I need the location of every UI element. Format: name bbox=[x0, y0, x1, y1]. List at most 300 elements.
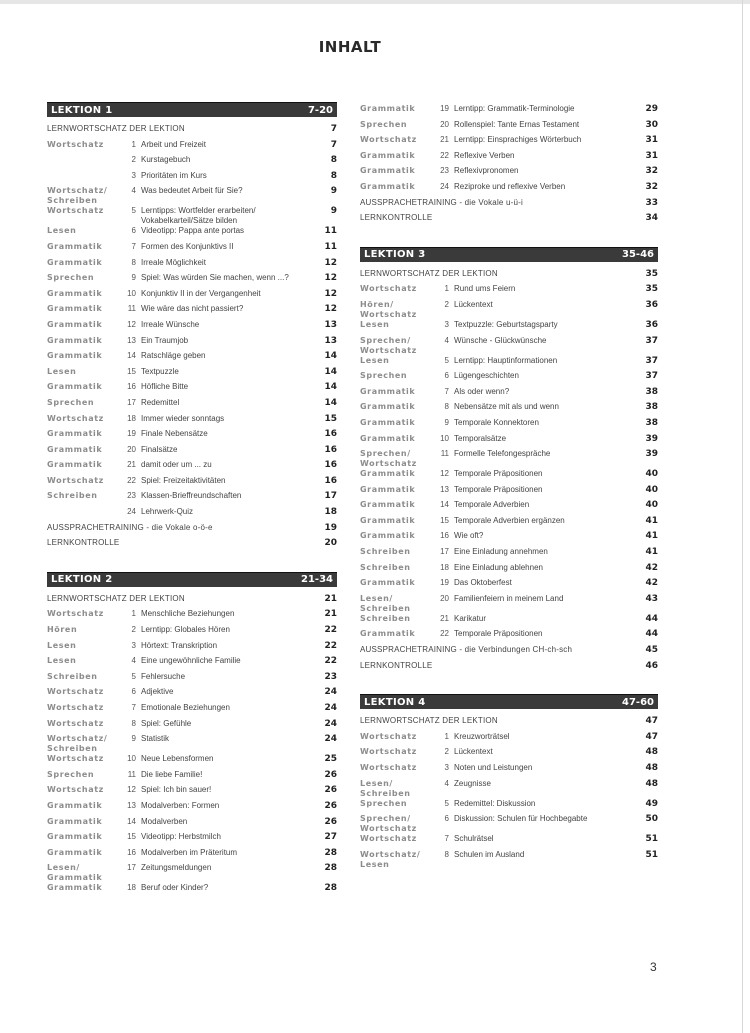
toc-entry[interactable] bbox=[47, 320, 337, 336]
toc-entry[interactable] bbox=[47, 594, 337, 610]
entry-number: 11 bbox=[127, 304, 136, 314]
toc-entry[interactable] bbox=[360, 716, 658, 732]
toc-entry[interactable] bbox=[47, 719, 337, 735]
toc-entry[interactable] bbox=[47, 155, 337, 171]
entry-category: Grammatik bbox=[360, 417, 416, 427]
toc-entry[interactable] bbox=[360, 151, 658, 167]
toc-column-right bbox=[360, 104, 658, 888]
entry-category: Wortschatz bbox=[47, 703, 104, 712]
entry-page: 14 bbox=[324, 351, 337, 362]
toc-entry[interactable] bbox=[360, 300, 658, 320]
entry-category: Lesen/ Schreiben bbox=[360, 593, 411, 613]
entry-number: 4 bbox=[131, 656, 136, 666]
entry-page: 51 bbox=[645, 849, 658, 860]
entry-number: 3 bbox=[131, 640, 136, 650]
entry-text: Höfliche Bitte bbox=[141, 382, 189, 392]
entry-number: 8 bbox=[444, 849, 449, 859]
entry-text: Wie wäre das nicht passiert? bbox=[141, 304, 244, 314]
entry-page: 22 bbox=[324, 656, 337, 667]
entry-number: 4 bbox=[131, 186, 136, 196]
toc-entry[interactable] bbox=[47, 641, 337, 657]
toc-entry[interactable] bbox=[360, 779, 658, 799]
entry-text: LERNKONTROLLE bbox=[47, 538, 120, 548]
toc-entry[interactable] bbox=[47, 801, 337, 817]
entry-number: 7 bbox=[131, 241, 136, 251]
entry-number: 22 bbox=[127, 475, 136, 485]
entry-text: Lückentext bbox=[454, 747, 493, 757]
entry-page: 35 bbox=[645, 284, 658, 295]
entry-category: Grammatik bbox=[47, 335, 103, 345]
entry-number: 16 bbox=[440, 531, 449, 541]
entry-category: Wortschatz bbox=[47, 413, 104, 423]
entry-category: Grammatik bbox=[47, 444, 103, 454]
entry-text: Videotipp: Herbstmilch bbox=[141, 832, 221, 842]
toc-entry[interactable] bbox=[47, 226, 337, 242]
toc-entry[interactable] bbox=[360, 732, 658, 748]
entry-text: AUSSPRACHETRAINING - die Vokale u-ü-i bbox=[360, 197, 524, 207]
entry-text: Adjektive bbox=[141, 687, 174, 697]
entry-category: Wortschatz bbox=[47, 754, 104, 764]
toc-entry[interactable] bbox=[47, 140, 337, 156]
entry-page: 32 bbox=[645, 181, 658, 192]
entry-page: 13 bbox=[324, 319, 337, 330]
lektion-page-range: 35-46 bbox=[622, 249, 654, 261]
entry-text: Ratschläge geben bbox=[141, 351, 206, 361]
entry-page: 27 bbox=[324, 832, 337, 843]
entry-page: 12 bbox=[324, 304, 337, 315]
entry-page: 26 bbox=[324, 769, 337, 780]
entry-page: 31 bbox=[645, 150, 658, 161]
entry-text: Temporale Adverbien ergänzen bbox=[454, 515, 565, 525]
entry-category: Lesen bbox=[47, 366, 77, 376]
lektion-title: LEKTION 4 bbox=[364, 696, 426, 708]
entry-category: Grammatik bbox=[360, 166, 416, 176]
entry-category: Wortschatz bbox=[47, 687, 104, 697]
entry-category: Wortschatz bbox=[360, 747, 417, 757]
toc-entry[interactable] bbox=[360, 485, 658, 501]
entry-number: 9 bbox=[444, 417, 449, 427]
toc-section bbox=[360, 694, 658, 870]
entry-number: 1 bbox=[131, 139, 136, 149]
entry-text: Schulen im Ausland bbox=[454, 849, 525, 859]
toc-entry[interactable] bbox=[360, 661, 658, 677]
toc-entry[interactable] bbox=[47, 538, 337, 554]
entry-page: 42 bbox=[645, 578, 658, 589]
entry-number: 4 bbox=[444, 335, 449, 345]
entry-page: 8 bbox=[330, 170, 337, 181]
entry-number: 17 bbox=[127, 863, 136, 873]
toc-entry[interactable] bbox=[360, 402, 658, 418]
toc-entry[interactable] bbox=[47, 289, 337, 305]
entry-page: 39 bbox=[645, 449, 658, 460]
toc-entry[interactable] bbox=[47, 367, 337, 383]
entry-page: 45 bbox=[645, 645, 658, 656]
toc-entry[interactable] bbox=[47, 171, 337, 187]
entry-text: Lügengeschichten bbox=[454, 371, 519, 381]
entry-text: Reziproke und reflexive Verben bbox=[454, 181, 566, 191]
entry-number: 2 bbox=[131, 155, 136, 165]
entry-number: 10 bbox=[440, 433, 449, 443]
entry-category: Wortschatz/ Schreiben bbox=[47, 734, 108, 754]
toc-entry[interactable] bbox=[47, 336, 337, 352]
page-title: INHALT bbox=[318, 38, 382, 56]
entry-number: 21 bbox=[440, 613, 449, 623]
toc-entry[interactable] bbox=[47, 785, 337, 801]
entry-text: Rund ums Feiern bbox=[454, 284, 516, 294]
entry-text: AUSSPRACHETRAINING - die Vokale o-ö-e bbox=[47, 522, 213, 532]
entry-category: Wortschatz bbox=[360, 731, 417, 741]
entry-number: 14 bbox=[440, 500, 449, 510]
toc-entry[interactable] bbox=[360, 198, 658, 214]
toc-entry[interactable] bbox=[47, 672, 337, 688]
toc-entry[interactable] bbox=[47, 206, 337, 226]
entry-number: 13 bbox=[127, 800, 136, 810]
toc-entry[interactable] bbox=[47, 734, 337, 754]
entry-text: Als oder wenn? bbox=[454, 386, 510, 396]
entry-text: Textpuzzle: Geburtstagsparty bbox=[454, 319, 558, 329]
toc-entry[interactable] bbox=[360, 135, 658, 151]
toc-entry[interactable] bbox=[360, 834, 658, 850]
entry-page: 47 bbox=[645, 731, 658, 742]
toc-entry[interactable] bbox=[47, 817, 337, 833]
toc-entry[interactable] bbox=[47, 625, 337, 641]
toc-entry[interactable] bbox=[360, 182, 658, 198]
entry-text: Eine Einladung ablehnen bbox=[454, 562, 543, 572]
toc-entry[interactable] bbox=[47, 414, 337, 430]
toc-entry[interactable] bbox=[360, 469, 658, 485]
entry-page: 35 bbox=[645, 268, 658, 279]
entry-text: Spiel: Was würden Sie machen, wenn ...? bbox=[141, 273, 289, 283]
toc-entry[interactable] bbox=[360, 213, 658, 229]
entry-category: Grammatik bbox=[47, 832, 103, 842]
toc-entry[interactable] bbox=[360, 594, 658, 614]
entry-page: 36 bbox=[645, 299, 658, 310]
toc-entry[interactable] bbox=[360, 320, 658, 336]
toc-entry[interactable] bbox=[360, 166, 658, 182]
entry-category: Schreiben bbox=[47, 491, 98, 501]
toc-section bbox=[47, 102, 337, 554]
entry-category: Grammatik bbox=[360, 181, 416, 191]
entry-page: 42 bbox=[645, 562, 658, 573]
entry-number: 1 bbox=[131, 609, 136, 619]
entry-number: 18 bbox=[440, 562, 449, 572]
entry-page: 37 bbox=[645, 335, 658, 346]
lektion-header bbox=[47, 572, 337, 587]
toc-entry[interactable] bbox=[360, 284, 658, 300]
page-edge-line bbox=[742, 0, 743, 1033]
entry-text: Reflexive Verben bbox=[454, 150, 515, 160]
entry-category: Grammatik bbox=[360, 433, 416, 443]
entry-category: Lesen bbox=[47, 640, 77, 650]
entry-page: 28 bbox=[324, 883, 337, 894]
entry-category: Wortschatz bbox=[47, 718, 104, 728]
entry-page: 16 bbox=[324, 444, 337, 455]
entry-number: 18 bbox=[127, 413, 136, 423]
entry-text: Kreuzworträtsel bbox=[454, 731, 510, 741]
entry-page: 28 bbox=[324, 863, 337, 874]
entry-category: Grammatik bbox=[360, 500, 416, 510]
entry-category: Sprechen bbox=[47, 397, 95, 407]
toc-entry[interactable] bbox=[360, 516, 658, 532]
entry-page: 7 bbox=[330, 124, 337, 134]
toc-entry[interactable] bbox=[360, 563, 658, 579]
entry-number: 3 bbox=[131, 170, 136, 180]
entry-category: Grammatik bbox=[360, 515, 416, 525]
entry-text: Lehrwerk-Quiz bbox=[141, 507, 194, 517]
entry-category: Sprechen bbox=[360, 119, 408, 129]
entry-text: Temporale Präpositionen bbox=[454, 484, 543, 494]
entry-page: 24 bbox=[324, 718, 337, 729]
lektion-page-range: 47-60 bbox=[622, 696, 654, 708]
toc-entry[interactable] bbox=[47, 382, 337, 398]
entry-category: Grammatik bbox=[360, 469, 416, 479]
entry-page: 11 bbox=[324, 241, 337, 252]
toc-entry[interactable] bbox=[360, 629, 658, 645]
toc-entry[interactable] bbox=[360, 763, 658, 779]
entry-category: Grammatik bbox=[47, 241, 103, 251]
toc-entry[interactable] bbox=[47, 242, 337, 258]
lektion-page-range: 21-34 bbox=[301, 574, 333, 586]
toc-entry[interactable] bbox=[360, 120, 658, 136]
entry-category: Grammatik bbox=[47, 288, 103, 298]
entry-page: 48 bbox=[645, 763, 658, 773]
toc-entry[interactable] bbox=[360, 269, 658, 285]
entry-text: Fehlersuche bbox=[141, 671, 186, 681]
toc-entry[interactable] bbox=[47, 445, 337, 461]
toc-entry[interactable] bbox=[360, 578, 658, 594]
entry-number: 6 bbox=[444, 814, 449, 824]
entry-number: 20 bbox=[440, 119, 449, 129]
entry-number: 4 bbox=[444, 778, 449, 788]
lektion-title: LEKTION 3 bbox=[364, 249, 426, 261]
entry-page: 16 bbox=[324, 460, 337, 471]
entry-category: Sprechen bbox=[47, 769, 95, 779]
entry-page: 41 bbox=[645, 547, 658, 558]
entry-category: Grammatik bbox=[47, 816, 103, 826]
entry-number: 19 bbox=[127, 429, 136, 439]
toc-section bbox=[360, 247, 658, 676]
entry-text: Das Oktoberfest bbox=[454, 578, 512, 588]
entry-text: Textpuzzle bbox=[141, 366, 179, 376]
entry-category: Schreiben bbox=[47, 671, 98, 681]
entry-page: 28 bbox=[324, 847, 337, 858]
entry-text: damit oder um ... zu bbox=[141, 460, 212, 470]
entry-category: Grammatik bbox=[47, 883, 103, 893]
entry-category: Lesen/ Schreiben bbox=[360, 778, 411, 798]
entry-number: 20 bbox=[127, 444, 136, 454]
entry-number: 6 bbox=[444, 371, 449, 381]
entry-text: Redemittel bbox=[141, 397, 180, 407]
toc-entry[interactable] bbox=[360, 371, 658, 387]
entry-text: LERNWORTSCHATZ DER LEKTION bbox=[47, 593, 185, 603]
entry-page: 24 bbox=[324, 734, 337, 745]
entry-category: Hören bbox=[47, 625, 78, 635]
entry-number: 12 bbox=[127, 319, 136, 329]
entry-text: Immer wieder sonntags bbox=[141, 413, 225, 423]
entry-page: 38 bbox=[645, 417, 658, 428]
toc-entry[interactable] bbox=[47, 491, 337, 507]
toc-section bbox=[47, 572, 337, 899]
toc-entry[interactable] bbox=[47, 656, 337, 672]
entry-page: 14 bbox=[324, 366, 337, 377]
entry-text: Formen des Konjunktivs II bbox=[141, 241, 234, 251]
entry-number: 3 bbox=[444, 319, 449, 329]
toc-entry[interactable] bbox=[360, 336, 658, 356]
toc-entry[interactable] bbox=[360, 531, 658, 547]
entry-page: 39 bbox=[645, 433, 658, 444]
entry-category: Lesen bbox=[47, 656, 77, 666]
entry-text: Zeugnisse bbox=[454, 778, 491, 788]
entry-page: 29 bbox=[645, 104, 658, 114]
entry-category: Grammatik bbox=[47, 460, 103, 470]
toc-entry[interactable] bbox=[47, 703, 337, 719]
toc-entry[interactable] bbox=[47, 351, 337, 367]
entry-category: Lesen bbox=[47, 226, 77, 236]
toc-entry[interactable] bbox=[47, 832, 337, 848]
toc-entry[interactable] bbox=[47, 273, 337, 289]
toc-entry[interactable] bbox=[47, 754, 337, 770]
entry-page: 8 bbox=[330, 155, 337, 166]
toc-entry[interactable] bbox=[47, 258, 337, 274]
entry-category: Wortschatz bbox=[360, 284, 417, 294]
toc-entry[interactable] bbox=[360, 614, 658, 630]
entry-number: 22 bbox=[440, 629, 449, 639]
entry-number: 12 bbox=[127, 785, 136, 795]
entry-number: 2 bbox=[131, 625, 136, 635]
entry-text: LERNKONTROLLE bbox=[360, 213, 433, 223]
entry-text: Eine Einladung annehmen bbox=[454, 547, 548, 557]
entry-text: Neue Lebensformen bbox=[141, 754, 214, 764]
entry-text: Emotionale Beziehungen bbox=[141, 703, 230, 712]
entry-page: 23 bbox=[324, 671, 337, 682]
entry-category: Grammatik bbox=[360, 402, 416, 412]
toc-entry[interactable] bbox=[47, 398, 337, 414]
lektion-page-range: 7-20 bbox=[307, 104, 333, 116]
entry-page: 24 bbox=[324, 703, 337, 713]
entry-page: 22 bbox=[324, 640, 337, 651]
toc-entry[interactable] bbox=[360, 356, 658, 372]
toc-entry[interactable] bbox=[47, 687, 337, 703]
page-number: 3 bbox=[650, 960, 657, 974]
toc-entry[interactable] bbox=[47, 863, 337, 883]
entry-page: 38 bbox=[645, 386, 658, 397]
entry-text: Redemittel: Diskussion bbox=[454, 798, 536, 808]
toc-entry[interactable] bbox=[360, 387, 658, 403]
entry-category: Wortschatz bbox=[47, 139, 104, 149]
entry-category: Wortschatz/ Lesen bbox=[360, 849, 421, 869]
entry-number: 1 bbox=[444, 284, 449, 294]
entry-text: Was bedeutet Arbeit für Sie? bbox=[141, 186, 243, 196]
toc-entry[interactable] bbox=[47, 848, 337, 864]
entry-page: 38 bbox=[645, 402, 658, 413]
entry-number: 9 bbox=[131, 734, 136, 744]
entry-category: Grammatik bbox=[47, 429, 103, 439]
entry-number: 16 bbox=[127, 847, 136, 857]
entry-text: Reflexivpronomen bbox=[454, 166, 519, 176]
entry-number: 15 bbox=[440, 515, 449, 525]
entry-number: 20 bbox=[440, 593, 449, 603]
entry-text: Die liebe Familie! bbox=[141, 769, 203, 779]
toc-entry[interactable] bbox=[47, 770, 337, 786]
entry-text: Spiel: Freizeitaktivitäten bbox=[141, 475, 226, 485]
entry-category: Hören/ Wortschatz bbox=[360, 299, 417, 319]
toc-entry[interactable] bbox=[47, 186, 337, 206]
entry-number: 7 bbox=[131, 703, 136, 712]
toc-entry[interactable] bbox=[360, 814, 658, 834]
entry-number: 13 bbox=[440, 484, 449, 494]
toc-entry[interactable] bbox=[47, 507, 337, 523]
toc-entry[interactable] bbox=[360, 547, 658, 563]
entry-text: Finalsätze bbox=[141, 444, 178, 454]
toc-entry[interactable] bbox=[360, 104, 658, 120]
entry-text: Lerntipps: Wortfelder erarbeiten/ Vokabelkarteil/Sätze bilden bbox=[141, 206, 256, 226]
entry-page: 33 bbox=[645, 197, 658, 208]
entry-page: 17 bbox=[324, 491, 337, 502]
toc-entry[interactable] bbox=[47, 609, 337, 625]
entry-text: Schulrätsel bbox=[454, 834, 494, 844]
entry-number: 7 bbox=[444, 386, 449, 396]
toc-entry[interactable] bbox=[47, 476, 337, 492]
entry-page: 21 bbox=[324, 609, 337, 620]
entry-page: 47 bbox=[645, 716, 658, 727]
entry-category: Lesen/ Grammatik bbox=[47, 863, 103, 883]
entry-number: 6 bbox=[131, 687, 136, 697]
entry-text: Finale Nebensätze bbox=[141, 429, 208, 439]
entry-text: Temporale Präpositionen bbox=[454, 469, 543, 479]
entry-category: Grammatik bbox=[360, 578, 416, 588]
toc-entry[interactable] bbox=[360, 434, 658, 450]
entry-number: 15 bbox=[127, 366, 136, 376]
entry-text: Nebensätze mit als und wenn bbox=[454, 402, 559, 412]
toc-entry[interactable] bbox=[47, 429, 337, 445]
entry-page: 7 bbox=[330, 139, 337, 150]
entry-page: 44 bbox=[645, 629, 658, 640]
entry-text: Klassen-Brieffreundschaften bbox=[141, 491, 242, 501]
entry-number: 5 bbox=[444, 355, 449, 365]
entry-page: 14 bbox=[324, 382, 337, 393]
entry-page: 9 bbox=[330, 186, 337, 197]
entry-page: 37 bbox=[645, 355, 658, 366]
toc-entry[interactable] bbox=[47, 124, 337, 140]
toc-entry[interactable] bbox=[47, 523, 337, 539]
entry-number: 16 bbox=[127, 382, 136, 392]
entry-page: 40 bbox=[645, 484, 658, 495]
toc-entry[interactable] bbox=[360, 418, 658, 434]
entry-number: 14 bbox=[127, 816, 136, 826]
entry-number: 10 bbox=[127, 754, 136, 764]
entry-number: 11 bbox=[127, 769, 136, 779]
entry-category: Grammatik bbox=[360, 386, 416, 396]
toc-entry[interactable] bbox=[47, 304, 337, 320]
toc-entry[interactable] bbox=[360, 645, 658, 661]
entry-page: 11 bbox=[324, 226, 337, 237]
toc-entry[interactable] bbox=[360, 799, 658, 815]
entry-text: Lerntipp: Einsprachiges Wörterbuch bbox=[454, 135, 582, 145]
entry-page: 26 bbox=[324, 800, 337, 811]
entry-number: 5 bbox=[444, 798, 449, 808]
toc-entry[interactable] bbox=[360, 449, 658, 469]
entry-number: 1 bbox=[444, 731, 449, 741]
toc-entry[interactable] bbox=[47, 460, 337, 476]
toc-entry[interactable] bbox=[360, 850, 658, 870]
toc-entry[interactable] bbox=[47, 883, 337, 899]
toc-entry[interactable] bbox=[360, 747, 658, 763]
entry-number: 24 bbox=[127, 507, 136, 517]
lektion-header bbox=[360, 247, 658, 262]
entry-page: 32 bbox=[645, 166, 658, 177]
entry-page: 16 bbox=[324, 429, 337, 440]
toc-entry[interactable] bbox=[360, 500, 658, 516]
